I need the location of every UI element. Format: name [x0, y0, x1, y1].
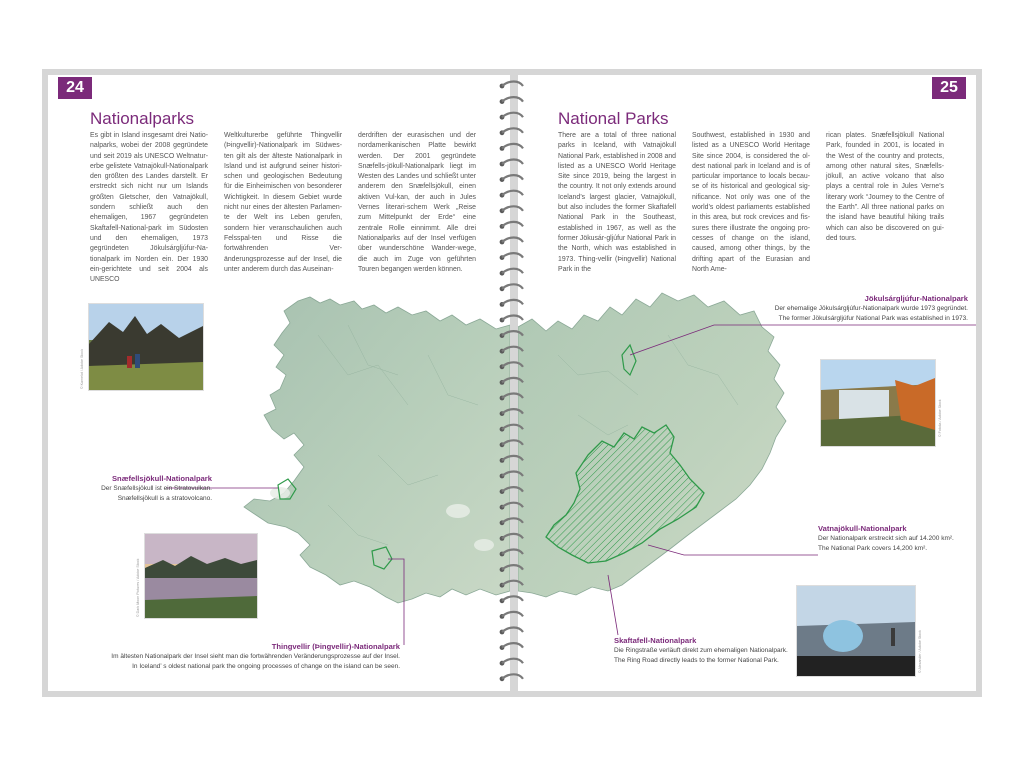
spiral-ring — [500, 674, 523, 681]
photo-credit: © Kamelot / Adobe Stock — [80, 348, 84, 389]
spiral-ring — [500, 206, 523, 213]
spiral-ring — [500, 440, 523, 447]
spiral-binding — [497, 77, 527, 689]
callout-snaefellsjokull — [72, 473, 212, 504]
spiral-ring — [500, 144, 523, 151]
callout-skaftafell — [614, 635, 814, 666]
callout-title: Skaftafell-Nationalpark — [614, 636, 697, 645]
callout-text-de: Der Nationalpark erstreckt sich auf 14.200 km². — [818, 535, 954, 542]
spiral-ring — [500, 300, 523, 307]
spiral-ring — [500, 113, 523, 120]
page-title: National Parks — [558, 109, 669, 128]
photo-credit: © Fotolia / Adobe Stock — [938, 399, 942, 437]
page-number: 25 — [932, 77, 966, 99]
spiral-ring — [500, 128, 523, 135]
photo-ice-block — [796, 585, 916, 677]
callout-text-en: In Iceland’ s oldest national park the ongoing processes of change on the island can be seen. — [132, 663, 400, 670]
callout-title: Jökulsárgljúfur-Nationalpark — [864, 294, 968, 303]
photo-lake-sunset — [144, 533, 258, 619]
hofsjokull-glacier — [474, 539, 494, 551]
left-page — [48, 75, 510, 691]
page-title: Nationalparks — [90, 109, 194, 128]
callout-jokulsargljufur — [738, 293, 968, 324]
spiral-ring — [500, 643, 523, 650]
callout-text-en: The former Jökulsárgljúfur National Park was established in 1973. — [778, 315, 968, 322]
spiral-ring — [500, 269, 523, 276]
open-book — [42, 69, 982, 697]
callout-title: Vatnajökull-Nationalpark — [818, 524, 907, 533]
callout-text-de: Der ehemalige Jökulsárgljúfur-Nationalpark wurde 1973 gegründet. — [774, 305, 968, 312]
spiral-ring — [500, 409, 523, 416]
photo-rock-formations — [88, 303, 204, 391]
photo-credit: © Alexander / Adobe Stock — [918, 630, 922, 673]
spiral-ring — [500, 175, 523, 182]
text-column-1: There are a total of three national parks in Iceland, with Vatnajökull National Park, established in 2008 and listed as a UNESCO World Heritage Site since 2019, being the largest in the country. It not only extends around Iceland’s largest glacier, Vatnajökull, but also includes the former Skaftafell National Park in the Southeast, established in 1967, as well as the former Jökusár-gljúfur National Park in the North, which was established in 1973. Thing-vellir (Þingvellir) National Park in the — [558, 132, 676, 273]
text-column-1: Es gibt in Island insgesamt drei Natio-nalparks, wobei der 2008 gegründete und seit 2019 als UNESCO Weltnatur-erbe gelistete Vatnajökull-Nationalpark den größten des Landes darstellt. Er erstreckt sich nicht nur um Islands größten Gletscher, den Vatnajökull, sondern schließt auch den ehemaligen, 1967 gegründeten Skaftafell-National-park im Südosten und den ehemaligen, 1973 gegründeten Jökulsárgljúfur-Na-tionalpark im Norden ein. Der 1930 ein-gerichtete und seit 2004 als UNESCO — [90, 132, 208, 284]
callout-vatnajokull — [818, 523, 968, 554]
photo-credit: © Dark Moon Pictures / Adobe Stock — [136, 558, 140, 617]
spiral-ring — [500, 160, 523, 167]
spiral-ring — [500, 394, 523, 401]
spiral-ring — [500, 487, 523, 494]
callout-title: Thingvellir (Þingvellir)-Nationalpark — [271, 642, 400, 651]
callout-thingvellir — [88, 641, 400, 672]
spiral-ring — [500, 284, 523, 291]
spiral-ring — [500, 659, 523, 666]
spiral-ring — [500, 628, 523, 635]
spiral-ring — [500, 378, 523, 385]
spiral-ring — [500, 503, 523, 510]
callout-text-de: Die Ringstraße verläuft direkt zum ehemaligen Nationalpark. — [614, 647, 788, 654]
text-column-2: Weltkulturerbe geführte Thingvellir (Þingvellir)-Nationalpark im Südwes-ten gilt als der älteste Nationalpark in Island und ist aufgrund seiner histori-schen und geologischen Bedeutung für die Einheimischen von besonderer Wichtigkeit. In diesem Gebiet wurde nicht nur eines der ältesten Parlamen-te der Welt ins Leben gerufen, sondern hier veranschaulichen auch Felsspal-ten und Risse die fortwährenden Ver-änderungsprozesse auf der Insel, die unter anderem durch das Auseinan- — [224, 132, 342, 273]
spiral-ring — [500, 97, 523, 104]
spiral-ring — [500, 238, 523, 245]
text-column-3: rican plates. Snæfellsjökull National Park, founded in 2001, is located in the West of the country and protects, among other natural sites, Snæfells-jökull, an active volcano that also plays a central role in Jules Verne’s literary work “Journey to the Centre of the Earth”. All three national parks on the island have beautiful hiking trails which can also be discovered on gui-ded tours. — [826, 132, 944, 242]
callout-text-en: The National Park covers 14,200 km². — [818, 545, 928, 552]
right-page — [518, 75, 976, 691]
spiral-ring — [500, 550, 523, 557]
spiral-ring — [500, 347, 523, 354]
photo-waterfall — [820, 359, 936, 447]
spiral-ring — [500, 331, 523, 338]
land-shape — [244, 297, 510, 603]
spiral-ring — [500, 82, 523, 89]
callout-text-en: Snæfellsjökull is a stratovolcano. — [117, 495, 212, 502]
spiral-ring — [500, 534, 523, 541]
spiral-ring — [500, 362, 523, 369]
spiral-ring — [500, 222, 523, 229]
spiral-ring — [500, 596, 523, 603]
text-column-2: Southwest, established in 1930 and listed as a UNESCO World Heritage Site since 2004, is considered the ol-dest national park in Iceland and is of particular importance to locals becau-se of its historical and geological sig-nificance. Not only was one of the world’s oldest parliaments established in this area, but rock crevices and fis-sures there illustrate the ongoing pro-cesses of change on the island, caused, among other things, by the drifting apart of the Eurasian and North Ame- — [692, 132, 810, 273]
callout-text-de: Der Snæfellsjökull ist ein Stratovulkan. — [101, 485, 212, 492]
spiral-ring — [500, 456, 523, 463]
spiral-ring — [500, 316, 523, 323]
callout-title: Snæfellsjökull-Nationalpark — [111, 474, 212, 483]
spiral-ring — [500, 425, 523, 432]
langjokull-glacier — [446, 504, 470, 518]
spiral-ring — [500, 565, 523, 572]
callout-text-de: Im ältesten Nationalpark der Insel sieht man die fortwährenden Veränderungsprozesse auf der Insel. — [111, 653, 400, 660]
spiral-ring — [500, 518, 523, 525]
spiral-ring — [500, 191, 523, 198]
spiral-ring — [500, 472, 523, 479]
callout-text-en: The Ring Road directly leads to the former National Park. — [614, 657, 779, 664]
spiral-ring — [500, 253, 523, 260]
page-number: 24 — [58, 77, 92, 99]
spiral-ring — [500, 612, 523, 619]
text-column-3: derdriften der eurasischen und der nordamerikanischen Platte bewirkt werden. Der 2001 gegründete Snæfells-jökull-Nationalpark liegt im Westen des Landes und schließt unter anderem den Snæfellsjökull, einen aktiven Vul-kan, der auch in Jules Vernes literari-schem Werk „Reise zum Mittelpunkt der Erde“ eine zentrale Rolle einnimmt. Alle drei Nationalparks auf der Insel verfügen über wunderschöne Wander-wege, die auch im Zuge von geführten Touren begangen werden können. — [358, 132, 476, 273]
spiral-ring — [500, 581, 523, 588]
